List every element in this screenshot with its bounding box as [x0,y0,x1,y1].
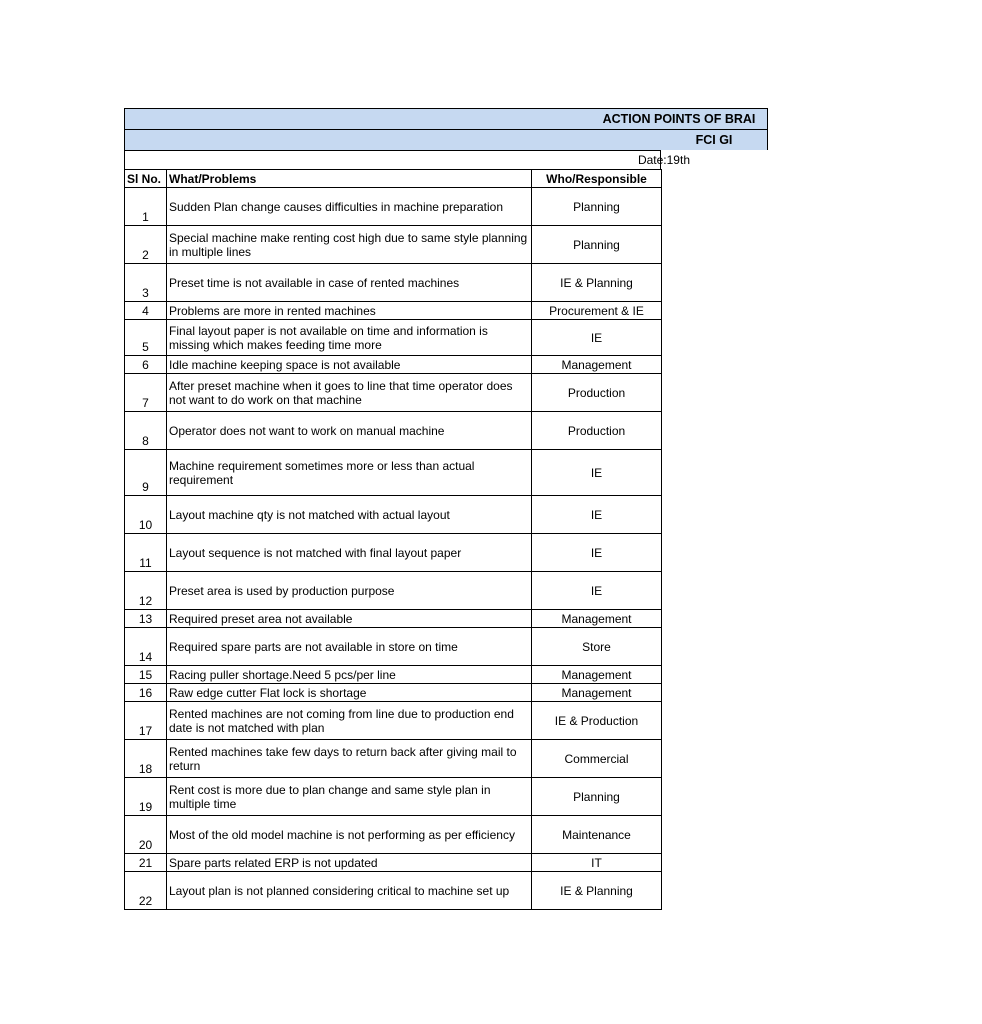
table-row [125,572,662,610]
cell-responsible: Procurement & IE [532,302,662,320]
cell-sl-no: 2 [125,226,167,264]
cell-responsible: Planning [532,188,662,226]
sheet-subtitle: FCI GI [695,133,733,147]
cell-responsible: IE [532,496,662,534]
cell-problem: Rented machines take few days to return back after giving mail to return [167,740,532,778]
cell-problem: Layout plan is not planned considering critical to machine set up [167,872,532,910]
cell-problem: Rent cost is more due to plan change and same style plan in multiple time [167,778,532,816]
table-row [125,816,662,854]
table-row [125,450,662,496]
cell-sl-no: 20 [125,816,167,854]
cell-responsible: IE & Planning [532,872,662,910]
cell-sl-no: 14 [125,628,167,666]
cell-sl-no: 4 [125,302,167,320]
sheet-title: ACTION POINTS OF BRAI [602,112,756,126]
cell-sl-no: 11 [125,534,167,572]
table-row [125,264,662,302]
cell-sl-no: 17 [125,702,167,740]
cell-responsible: Management [532,356,662,374]
table-row [125,496,662,534]
cell-responsible: Management [532,666,662,684]
cell-problem: Most of the old model machine is not performing as per efficiency [167,816,532,854]
cell-responsible: IE [532,572,662,610]
cell-sl-no: 18 [125,740,167,778]
cell-responsible: Maintenance [532,816,662,854]
cell-sl-no: 3 [125,264,167,302]
cell-sl-no: 6 [125,356,167,374]
cell-responsible: Planning [532,226,662,264]
table-row [125,854,662,872]
table-row [125,666,662,684]
table-row [125,740,662,778]
table-body [125,188,662,910]
cell-responsible: Production [532,412,662,450]
cell-responsible: IE [532,534,662,572]
spreadsheet [124,108,768,910]
table-row [125,320,662,356]
cell-problem: Rented machines are not coming from line due to production end date is not matched with plan [167,702,532,740]
cell-problem: Spare parts related ERP is not updated [167,854,532,872]
table-row [125,610,662,628]
table-row [125,628,662,666]
cell-sl-no: 19 [125,778,167,816]
cell-problem: Special machine make renting cost high due to same style planning in multiple lines [167,226,532,264]
cell-sl-no: 5 [125,320,167,356]
cell-responsible: IE & Planning [532,264,662,302]
cell-problem: Machine requirement sometimes more or less than actual requirement [167,450,532,496]
date-row [124,150,690,169]
cell-responsible: Production [532,374,662,412]
cell-sl-no: 16 [125,684,167,702]
cell-responsible: IE [532,320,662,356]
cell-sl-no: 21 [125,854,167,872]
table-header-row [125,170,662,188]
table-row [125,872,662,910]
cell-sl-no: 10 [125,496,167,534]
cell-sl-no: 1 [125,188,167,226]
cell-sl-no: 7 [125,374,167,412]
cell-problem: Racing puller shortage.Need 5 pcs/per line [167,666,532,684]
sheet-date: Date:19th [637,153,690,167]
cell-problem: Raw edge cutter Flat lock is shortage [167,684,532,702]
cell-sl-no: 22 [125,872,167,910]
table-row [125,302,662,320]
cell-responsible: Management [532,610,662,628]
cell-responsible: Planning [532,778,662,816]
cell-problem: Problems are more in rented machines [167,302,532,320]
table-row [125,226,662,264]
table-row [125,534,662,572]
column-header-who: Who/Responsible [532,170,662,188]
cell-responsible: IE [532,450,662,496]
cell-problem: Operator does not want to work on manual machine [167,412,532,450]
cell-sl-no: 15 [125,666,167,684]
table-row [125,702,662,740]
cell-problem: Idle machine keeping space is not available [167,356,532,374]
cell-responsible: IE & Production [532,702,662,740]
cell-problem: After preset machine when it goes to line that time operator does not want to do work on that machine [167,374,532,412]
cell-problem: Layout sequence is not matched with final layout paper [167,534,532,572]
cell-responsible: Commercial [532,740,662,778]
cell-problem: Final layout paper is not available on time and information is missing which makes feeding time more [167,320,532,356]
cell-responsible: Management [532,684,662,702]
sheet-title-row [124,108,768,129]
cell-sl-no: 13 [125,610,167,628]
cell-responsible: Store [532,628,662,666]
sheet-subtitle-row [124,129,768,150]
table-row [125,356,662,374]
column-header-what: What/Problems [167,170,532,188]
cell-sl-no: 12 [125,572,167,610]
table-row [125,412,662,450]
cell-sl-no: 9 [125,450,167,496]
table-row [125,374,662,412]
cell-problem: Required preset area not available [167,610,532,628]
table-row [125,684,662,702]
column-header-sl: Sl No. [125,170,167,188]
table-row [125,778,662,816]
cell-problem: Layout machine qty is not matched with actual layout [167,496,532,534]
action-points-table [124,169,662,910]
cell-problem: Sudden Plan change causes difficulties in machine preparation [167,188,532,226]
cell-sl-no: 8 [125,412,167,450]
cell-problem: Preset time is not available in case of rented machines [167,264,532,302]
cell-problem: Preset area is used by production purpose [167,572,532,610]
cell-responsible: IT [532,854,662,872]
table-row [125,188,662,226]
cell-problem: Required spare parts are not available in store on time [167,628,532,666]
